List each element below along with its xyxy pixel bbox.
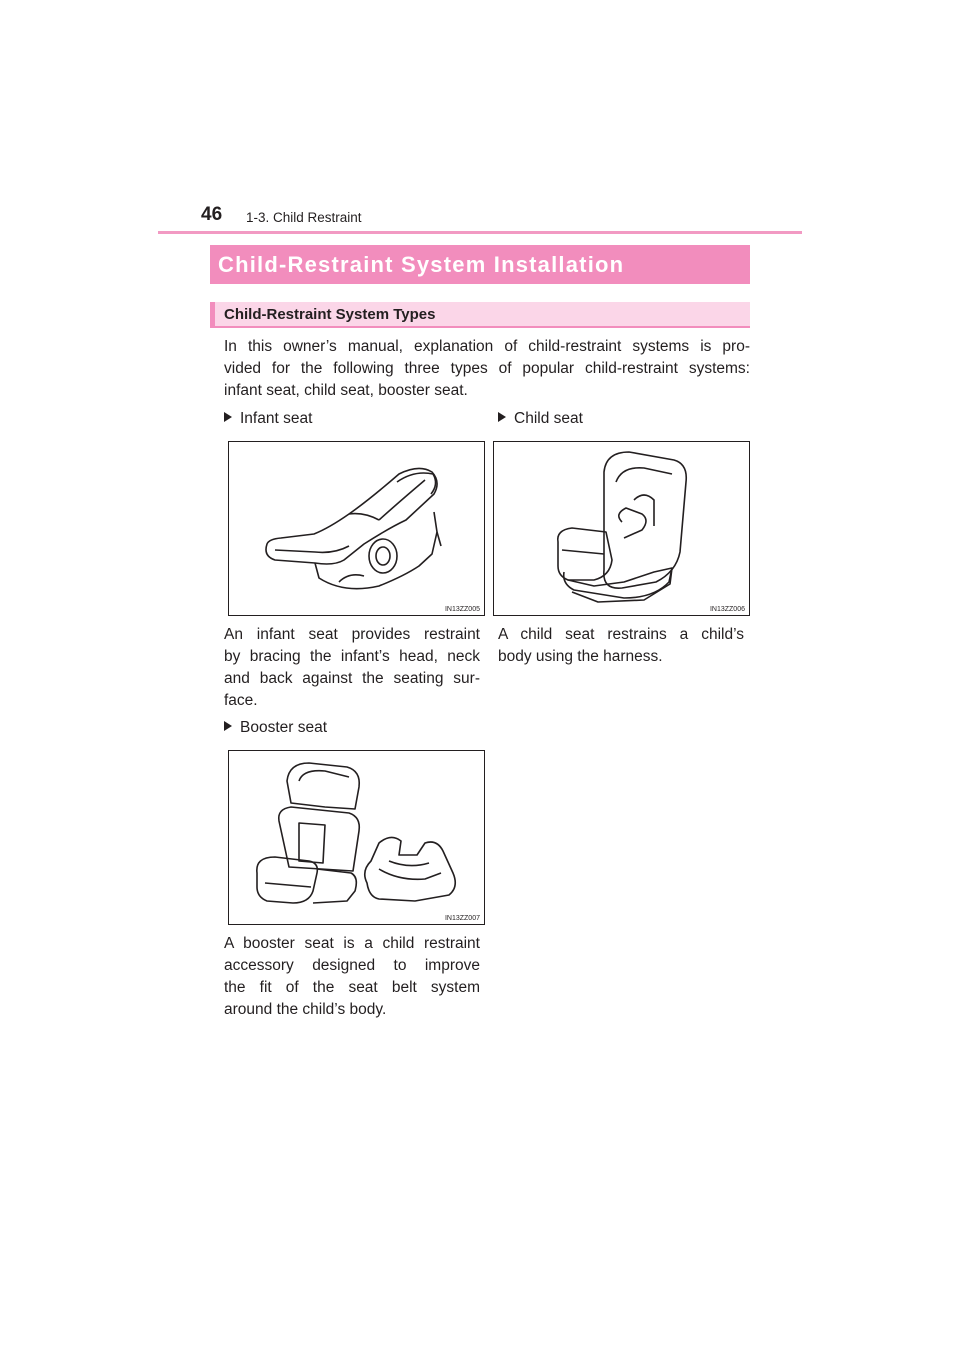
description-line: the fit of the seat belt system (224, 979, 480, 996)
figure-code: IN13ZZ006 (709, 606, 745, 613)
intro-line: vided for the following three types of popular child-restraint systems: (224, 360, 750, 377)
figure-code: IN13ZZ007 (444, 915, 480, 922)
page-title: Child-Restraint System Installation (210, 245, 750, 284)
intro-paragraph (224, 336, 750, 402)
child-seat-illustration (494, 442, 751, 617)
bullet-infant-seat (224, 409, 312, 429)
booster-seat-description (224, 933, 480, 1021)
description-line: A booster seat is a child restraint (224, 935, 480, 952)
intro-line: In this owner’s manual, explanation of child-restraint systems is pro- (224, 338, 750, 355)
description-line: by bracing the infant’s head, neck (224, 648, 480, 665)
child-seat-figure (493, 441, 750, 616)
intro-line: infant seat, child seat, booster seat. (224, 382, 468, 399)
description-line: and back against the seating sur- (224, 670, 480, 687)
description-line: accessory designed to improve (224, 957, 480, 974)
section-title: 1-3. Child Restraint (246, 210, 362, 225)
infant-seat-figure (228, 441, 485, 616)
triangle-bullet-icon (224, 721, 232, 731)
header-rule (158, 231, 802, 234)
subsection-title: Child-Restraint System Types (210, 302, 750, 328)
triangle-bullet-icon (224, 412, 232, 422)
bullet-label: Booster seat (240, 719, 328, 736)
description-line: face. (224, 692, 258, 709)
bullet-child-seat (498, 409, 583, 429)
triangle-bullet-icon (498, 412, 506, 422)
figure-code: IN13ZZ005 (444, 606, 480, 613)
booster-seat-figure (228, 750, 485, 925)
description-line: An infant seat provides restraint (224, 626, 480, 643)
description-line: around the child’s body. (224, 1001, 387, 1018)
infant-seat-illustration (229, 442, 486, 617)
page-number: 46 (201, 204, 223, 225)
description-line: body using the harness. (498, 648, 663, 665)
bullet-label: Infant seat (240, 410, 313, 427)
infant-seat-description (224, 624, 480, 712)
bullet-label: Child seat (514, 410, 583, 427)
description-line: A child seat restrains a child’s (498, 626, 744, 643)
bullet-booster-seat (224, 718, 327, 738)
booster-seat-illustration (229, 751, 486, 926)
child-seat-description (498, 624, 744, 668)
